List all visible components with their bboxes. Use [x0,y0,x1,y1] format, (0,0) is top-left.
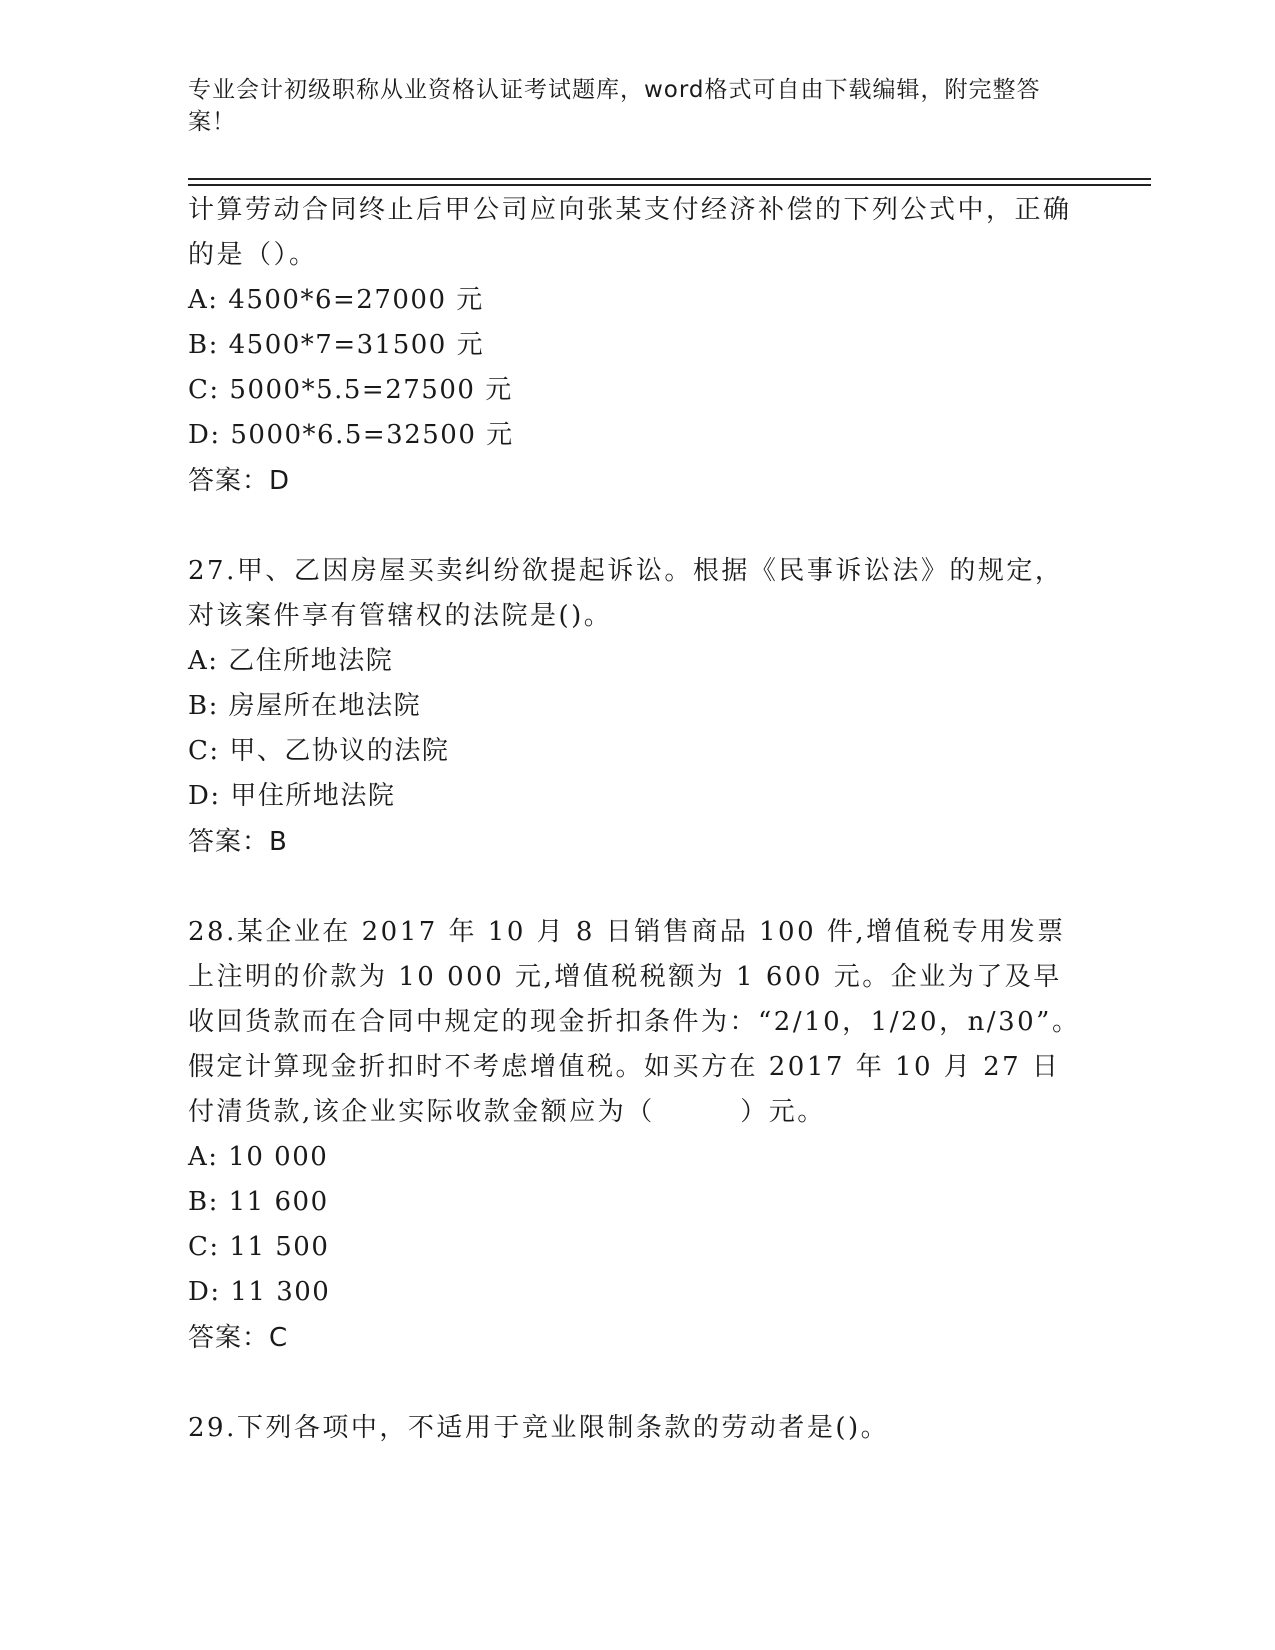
option-d: D: 5000*6.5=32500 元 [188,420,514,450]
option-d: D: 甲住所地法院 [188,781,396,811]
question-text: 27.甲、乙因房屋买卖纠纷欲提起诉讼。根据《民事诉讼法》的规定，对该案件享有管辖权的法院是()。 [188,556,1064,631]
option-b: B: 4500*7=31500 元 [188,330,485,360]
option-d: D: 11 300 [188,1277,331,1307]
option-a: A: 10 000 [188,1142,329,1172]
spacer [188,504,1088,549]
answer-label: 答案：B [188,827,288,857]
header-divider-top [188,178,1151,180]
header-note: 专业会计初级职称从业资格认证考试题库，word格式可自由下载编辑，附完整答案！ [188,77,1041,135]
question-text: 计算劳动合同终止后甲公司应向张某支付经济补偿的下列公式中，正确的是（）。 [188,195,1072,270]
option-b: B: 11 600 [188,1187,329,1217]
question-26 [188,188,1088,504]
option-c: C: 甲、乙协议的法院 [188,736,450,766]
question-27 [188,549,1088,865]
question-list [188,188,1088,1451]
spacer [188,865,1088,910]
option-c: C: 11 500 [188,1232,330,1262]
answer-label: 答案：C [188,1323,289,1353]
question-28 [188,910,1088,1361]
question-text: 28.某企业在 2017 年 10 月 8 日销售商品 100 件,增值税专用发票上注明的价款为 10 000 元,增值税税额为 1 600 元。企业为了及早收回货款而在合同中规定的现金折扣条件为：“2/10，1/20，n/30”。假定计算现金折扣时不考虑增值税。如买方在 2017 年 10 月 27 日付清货款,该企业实际收款金额应为（ ）元。 [188,917,1081,1127]
header-divider-bottom [188,184,1151,186]
answer-label: 答案：D [188,466,291,496]
option-b: B: 房屋所在地法院 [188,691,422,721]
question-29 [188,1406,1088,1451]
option-a: A: 乙住所地法院 [188,646,394,676]
option-c: C: 5000*5.5=27500 元 [188,375,513,405]
spacer [188,1361,1088,1406]
question-text: 29.下列各项中，不适用于竞业限制条款的劳动者是()。 [188,1413,890,1443]
option-a: A: 4500*6=27000 元 [188,285,484,315]
